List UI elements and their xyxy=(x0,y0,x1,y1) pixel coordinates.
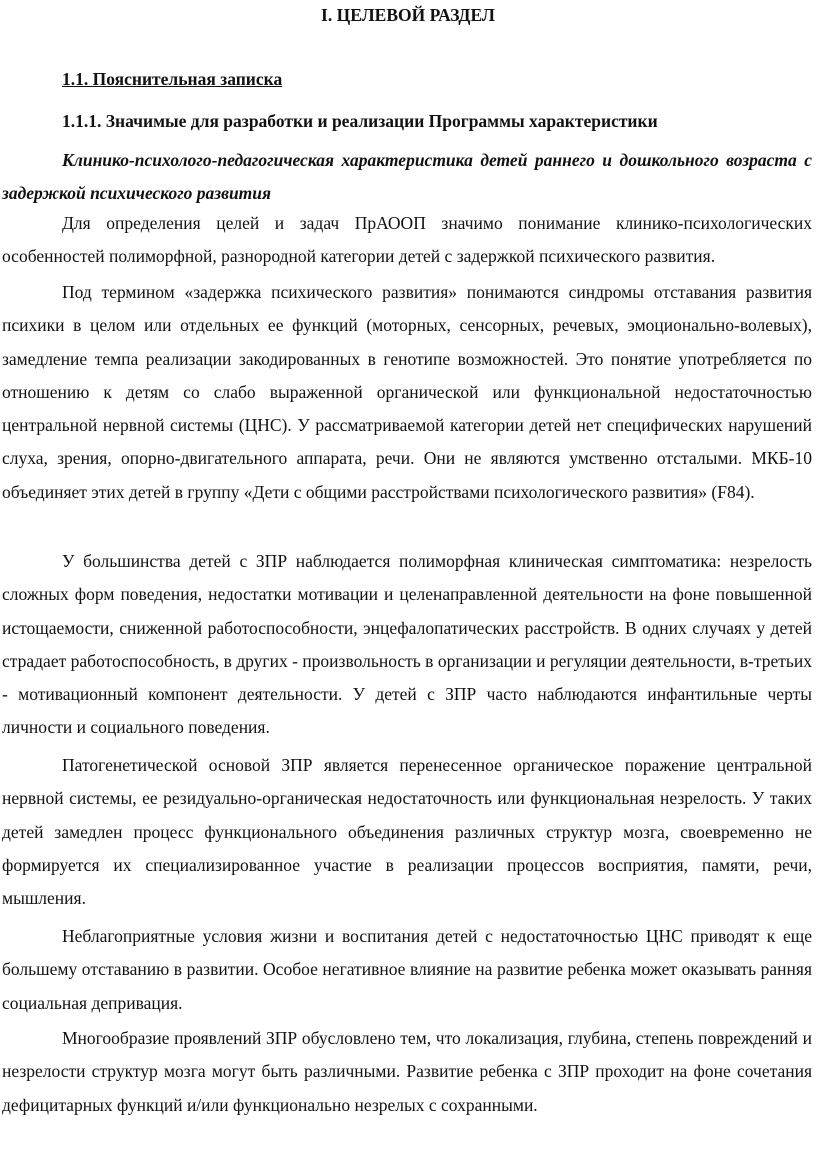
italic-heading: Клинико-психолого-педагогическая характеристика детей раннего и дошкольного возраста с задержкой психического развития xyxy=(2,150,812,203)
section-title: I. ЦЕЛЕВОЙ РАЗДЕЛ xyxy=(321,5,495,25)
subsection-heading-explanatory-note: 1.1. Пояснительная записка xyxy=(62,69,283,89)
paragraph: У большинства детей с ЗПР наблюдается полиморфная клиническая симптоматика: незрелость сложных форм поведения, недостатки мотивации и целенаправленной деятельности на фоне повышенной истощаемости, сниженной работоспособности, энцефалопатических расстройств. В одних случаях у детей страдает работоспособность, в других - произвольность в организации и регуляции деятельности, в-третьих - мотивационный компонент деятельности. У детей с ЗПР часто наблюдаются инфантильные черты личности и социального поведения. xyxy=(2,551,812,738)
subsection-heading-characteristics: 1.1.1. Значимые для разработки и реализации Программы характеристики xyxy=(62,111,658,131)
paragraph: Под термином «задержка психического развития» понимаются синдромы отставания развития психики в целом или отдельных ее функций (моторных, сенсорных, речевых, эмоционально-волевых), замедление темпа реализации закодированных в генотипе возможностей. Это понятие употребляется по отношению к детям со слабо выраженной органической или функциональной недостаточностью центральной нервной системы (ЦНС). У рассматриваемой категории детей нет специфических нарушений слуха, зрения, опорно-двигательного аппарата, речи. Они не являются умственно отсталыми. МКБ-10 объединяет этих детей в группу «Дети с общими расстройствами психологического развития» (F84). xyxy=(2,282,812,502)
paragraph: Патогенетической основой ЗПР является перенесенное органическое поражение центральной нервной системы, ее резидуально-органическая недостаточность или функциональная незрелость. У таких детей замедлен процесс функционального объединения различных структур мозга, своевременно не формируется их специализированное участие в реализации процессов восприятия, памяти, речи, мышления. xyxy=(2,755,812,909)
paragraph: Для определения целей и задач ПрАООП значимо понимание клинико-психологических особенностей полиморфной, разнородной категории детей с задержкой психического развития. xyxy=(2,213,812,267)
paragraph: Многообразие проявлений ЗПР обусловлено тем, что локализация, глубина, степень повреждений и незрелости структур мозга могут быть различными. Развитие ребенка с ЗПР проходит на фоне сочетания дефицитарных функций и/или функционально незрелых с сохранными. xyxy=(2,1028,812,1115)
paragraph: Неблагоприятные условия жизни и воспитания детей с недостаточностью ЦНС приводят к еще большему отставанию в развитии. Особое негативное влияние на развитие ребенка может оказывать ранняя социальная депривация. xyxy=(2,926,812,1013)
